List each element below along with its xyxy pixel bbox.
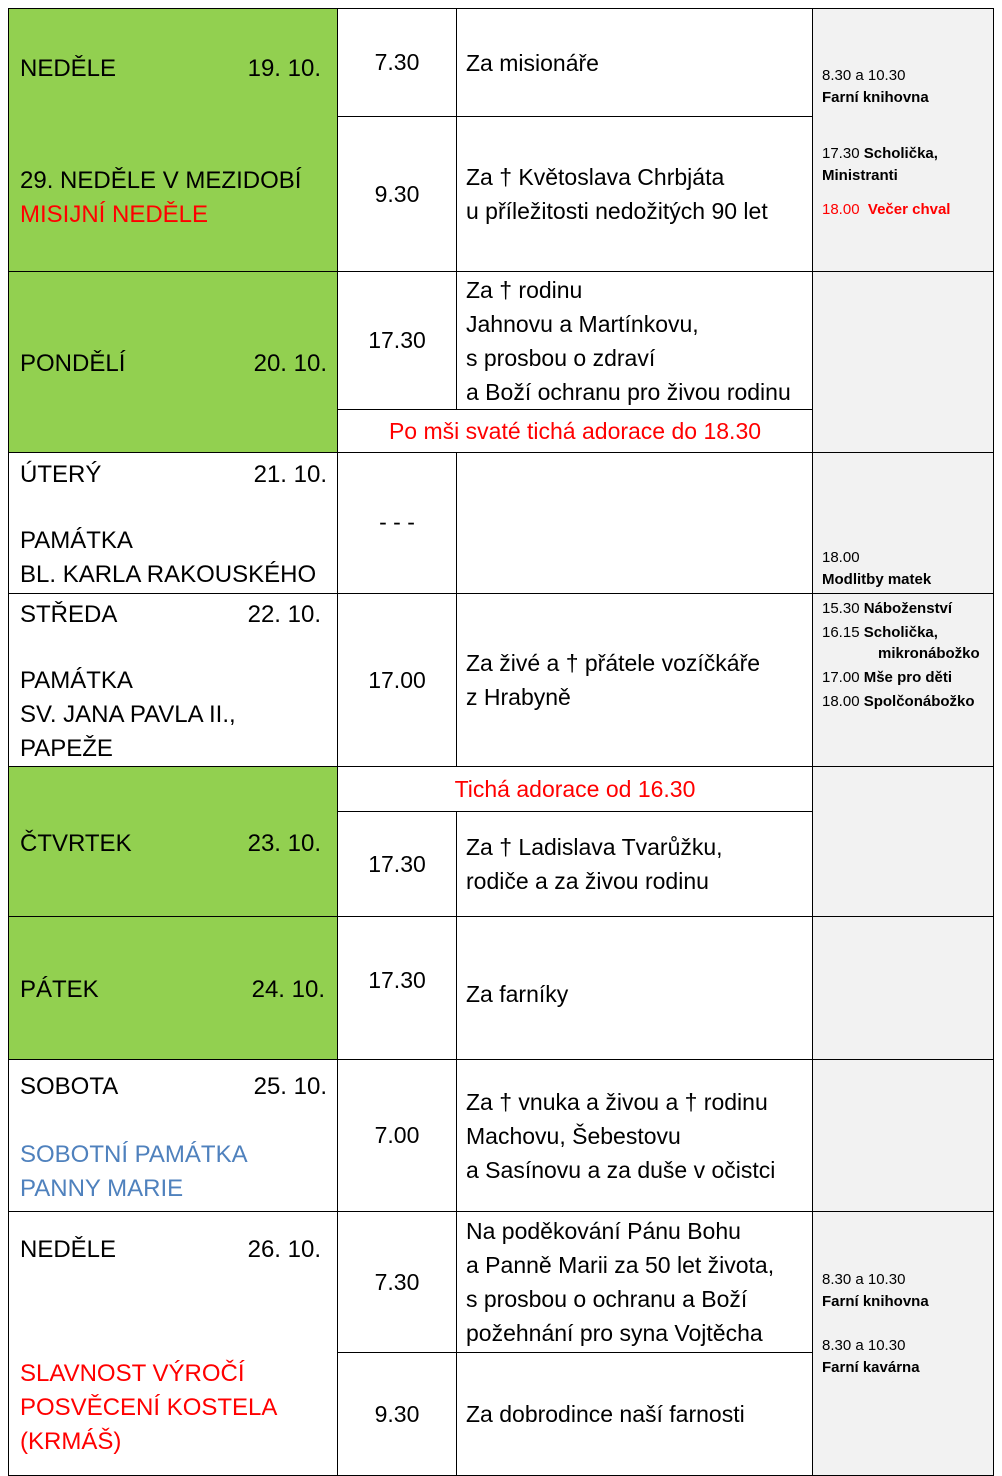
mass-intention: [457, 594, 813, 767]
day-cell-sunday-19: [9, 9, 338, 272]
mass-time: 17.30: [338, 812, 457, 917]
intention-line: a Sasínovu a za duše v očistci: [466, 1156, 776, 1183]
day-cell-wednesday: [9, 594, 338, 767]
note-time: 16.15: [822, 624, 860, 641]
note-time: 18.00: [822, 693, 860, 710]
feast-title: (KRMÁŠ): [20, 1427, 122, 1455]
day-cell-monday: [9, 272, 338, 453]
table-row: [9, 767, 994, 812]
mass-intention: [457, 1212, 813, 1353]
intention-line: Za dobrodince naší farnosti: [466, 1401, 745, 1427]
note-label: Scholička,: [863, 145, 938, 162]
intention-line: Za † vnuka a živou a † rodinu: [466, 1088, 768, 1115]
note-label: Modlitby matek: [822, 571, 932, 588]
intention-line: rodiče a za živou rodinu: [466, 868, 709, 894]
intention-line: z Hrabyně: [466, 684, 571, 710]
day-name: NEDĚLE: [20, 1235, 117, 1263]
mass-time: - - -: [338, 453, 457, 594]
adoration-banner: Po mši svaté tichá adorace do 18.30: [338, 410, 813, 453]
day-date: 20. 10.: [253, 350, 327, 377]
mass-time: 7.30: [338, 9, 457, 117]
note-label: Spolčonábožko: [863, 693, 975, 710]
day-date: 19. 10.: [247, 55, 321, 82]
day-cell-tuesday: [9, 453, 338, 594]
day-name: ÚTERÝ: [20, 461, 102, 488]
mass-intention: [457, 453, 813, 594]
notes-cell-friday: [813, 917, 994, 1060]
feast-title: SOBOTNÍ PAMÁTKA: [20, 1140, 248, 1168]
note-time: 8.30 a 10.30: [822, 67, 906, 84]
table-row: [9, 1212, 994, 1353]
intention-line: s prosbou o ochranu a Boží: [466, 1286, 748, 1312]
day-name: STŘEDA: [20, 601, 118, 628]
intention-line: Za † Květoslava Chrbjáta: [466, 164, 725, 190]
mass-time: 9.30: [338, 1353, 457, 1476]
table-row: [9, 272, 994, 410]
feast-subtitle: BL. KARLA RAKOUSKÉHO: [20, 561, 317, 588]
intention-line: Na poděkování Pánu Bohu: [466, 1218, 741, 1244]
notes-cell-sunday-19: [813, 9, 994, 272]
note-label: mikronábožko: [878, 645, 980, 662]
intention-line: s prosbou o zdraví: [466, 344, 656, 371]
note-time: 15.30: [822, 600, 860, 617]
day-name: NEDĚLE: [20, 55, 117, 82]
day-date: 26. 10.: [247, 1235, 321, 1263]
notes-cell-monday: [813, 272, 994, 453]
mass-time: 17.30: [338, 917, 457, 1060]
mass-time: 9.30: [338, 117, 457, 272]
mass-intention: [457, 1353, 813, 1476]
mass-intention: [457, 117, 813, 272]
note-time: 17.00: [822, 669, 860, 686]
intention-line: Machovu, Šebestovu: [466, 1122, 681, 1149]
intention-line: Za † Ladislava Tvarůžku,: [466, 834, 723, 860]
table-row: [9, 594, 994, 767]
mass-intention: [457, 1060, 813, 1212]
day-name: ČTVRTEK: [20, 829, 132, 857]
intention-line: Za farníky: [466, 981, 569, 1007]
mass-time: 17.00: [338, 594, 457, 767]
note-time: 18.00: [822, 549, 860, 566]
intention-line: u příležitosti nedožitých 90 let: [466, 198, 768, 224]
feast-title: PAMÁTKA: [20, 527, 133, 554]
day-name: SOBOTA: [20, 1072, 119, 1100]
note-time: 17.30: [822, 145, 860, 162]
table-row: [9, 453, 994, 594]
notes-cell-thursday: [813, 767, 994, 917]
day-cell-sunday-26: [9, 1212, 338, 1476]
intention-line: a Panně Marii za 50 let života,: [466, 1252, 775, 1278]
notes-cell-saturday: [813, 1060, 994, 1212]
day-date: 24. 10.: [251, 976, 325, 1003]
note-label: Večer chval: [867, 201, 951, 218]
note-time: 8.30 a 10.30: [822, 1270, 906, 1288]
mass-intention: [457, 9, 813, 117]
day-date: 25. 10.: [253, 1072, 327, 1100]
schedule-table: [8, 8, 994, 1476]
mass-intention: [457, 272, 813, 410]
note-label: Farní knihovna: [822, 1292, 929, 1310]
table-row: [9, 9, 994, 117]
day-cell-thursday: [9, 767, 338, 917]
notes-cell-sunday-26: [813, 1212, 994, 1476]
adoration-banner: Tichá adorace od 16.30: [338, 767, 813, 812]
note-label: Ministranti: [822, 167, 898, 184]
note-label: Farní kavárna: [822, 1358, 920, 1376]
notes-cell-tuesday: [813, 453, 994, 594]
feast-subtitle: SV. JANA PAVLA II., PAPEŽE: [20, 701, 236, 762]
feast-subtitle: PANNY MARIE: [20, 1174, 184, 1202]
day-name: PÁTEK: [20, 976, 99, 1003]
table-row: [9, 917, 994, 1060]
note-label: Scholička,: [863, 624, 938, 641]
day-date: 21. 10.: [253, 461, 327, 488]
note-label: Farní knihovna: [822, 89, 929, 106]
feast-subtitle: MISIJNÍ NEDĚLE: [20, 201, 209, 228]
feast-title: PAMÁTKA: [20, 667, 133, 694]
mass-time: 17.30: [338, 272, 457, 410]
intention-line: Za živé a † přátele vozíčkáře: [466, 650, 761, 676]
note-label: Mše pro děti: [863, 669, 953, 686]
intention-line: Za misionáře: [466, 49, 599, 76]
intention-line: požehnání pro syna Vojtěcha: [466, 1320, 763, 1346]
table-row: [9, 1060, 994, 1212]
mass-time: 7.30: [338, 1212, 457, 1353]
intention-line: a Boží ochranu pro živou rodinu: [466, 378, 791, 405]
intention-line: Jahnovu a Martínkovu,: [466, 310, 699, 337]
feast-title: SLAVNOST VÝROČÍ: [20, 1359, 245, 1387]
mass-time: 7.00: [338, 1060, 457, 1212]
day-name: PONDĚLÍ: [20, 350, 126, 377]
day-cell-friday: [9, 917, 338, 1060]
notes-cell-wednesday: [813, 594, 994, 767]
mass-intention: [457, 917, 813, 1060]
feast-title: 29. NEDĚLE V MEZIDOBÍ: [20, 167, 302, 194]
day-date: 22. 10.: [247, 601, 321, 628]
intention-line: Za † rodinu: [466, 276, 583, 303]
note-time: 18.00: [822, 201, 860, 218]
note-label: Náboženství: [863, 600, 953, 617]
feast-title: POSVĚCENÍ KOSTELA: [20, 1393, 278, 1421]
mass-intention: [457, 812, 813, 917]
day-date: 23. 10.: [247, 829, 321, 857]
day-cell-saturday: [9, 1060, 338, 1212]
note-time: 8.30 a 10.30: [822, 1336, 906, 1354]
